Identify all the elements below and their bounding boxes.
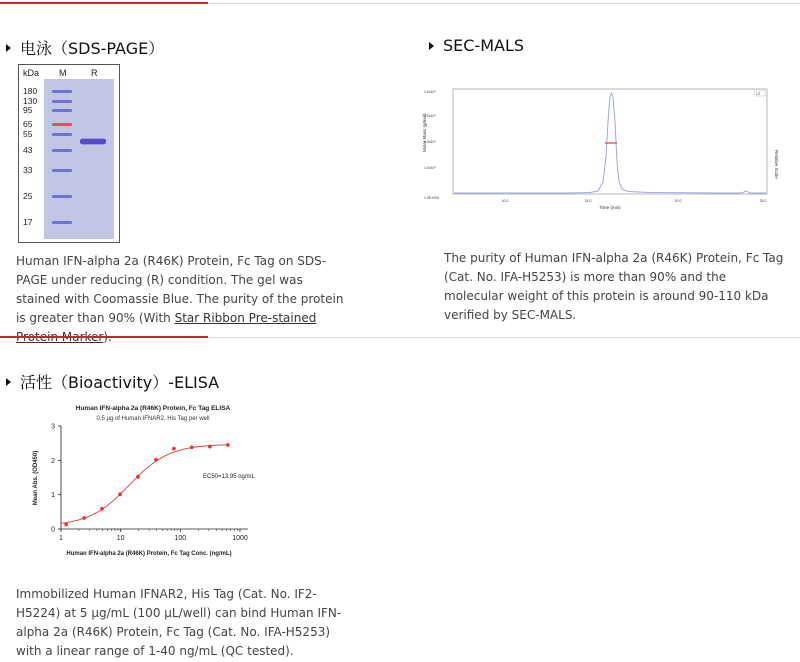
bioactivity-description: Immobilized Human IFNAR2, His Tag (Cat. No. IF2-H5224) at 5 μg/mL (100 μL/well) can bind Human IFN-alpha 2a (R46K) Protein, Fc Tag (Cat. No. IFA-H5253) with a linear range of 1-40 ng/mL (QC tested). (16, 587, 342, 658)
sec-mals-y2label: Relative Scale (774, 150, 779, 179)
elisa-data-point (82, 516, 86, 520)
sds-page-gel-image (18, 64, 120, 243)
gel-marker-band (52, 149, 72, 152)
gel-marker-label: 55 (23, 129, 33, 139)
sec-ytick-label: 1.0x10⁵ (424, 90, 436, 94)
gel-lane-m-label: M (59, 68, 67, 78)
sec-mals-legend-text: LS (756, 92, 761, 96)
sec-xtick-label: 15.0 (584, 199, 592, 203)
sec-mals-description: The purity of Human IFN-alpha 2a (R46K) Protein, Fc Tag (Cat. No. IFA-H5253) is more than 90% and the molecular weight of this protein is around 90-110 kDa verified by SEC-MALS. (444, 251, 784, 322)
sds-page-title (6, 36, 164, 59)
elisa-ytick-label: 2 (51, 457, 55, 465)
gel-kda-label: kDa (23, 68, 40, 78)
protein-marker-link[interactable]: Star Ribbon Pre-stained (174, 311, 317, 325)
gel-marker-label: 95 (23, 105, 33, 115)
gel-marker-label: 65 (23, 119, 33, 129)
elisa-ylabel: Mean Abs. (OD450) (33, 450, 39, 506)
gel-marker-band (52, 133, 72, 136)
section-divider (0, 337, 800, 338)
elisa-title: Human IFN-alpha 2a (R46K) Protein, Fc Tag ELISA (75, 405, 231, 412)
sds-page-description (16, 252, 346, 347)
sec-mals-ylabel: Molar Mass (g/mol) (422, 113, 427, 152)
elisa-xtick-label: 10 (116, 535, 125, 542)
elisa-ec50-annotation: EC50=13.95 ng/mL (203, 474, 255, 480)
sec-xtick-label: 25.0 (759, 199, 767, 203)
gel-marker-band (52, 169, 72, 172)
gel-marker-label: 180 (23, 86, 38, 96)
elisa-xlabel: Human IFN-alpha 2a (R46K) Protein, Fc Tag Conc. (ng/mL) (66, 551, 232, 557)
elisa-data-point (226, 443, 230, 447)
elisa-chart (25, 398, 285, 563)
bullet-triangle-icon (6, 44, 11, 52)
sds-page-desc-text: Human IFN-alpha 2a (R46K) Protein, Fc Tag on SDS-PAGE under reducing (R) condition. The gel was stained with Coomassie Blue. The purity of the protein is greater than 90% (With (16, 254, 344, 325)
elisa-data-point (136, 475, 140, 479)
gel-marker-label: 25 (23, 191, 33, 201)
elisa-xtick-label: 100 (174, 535, 187, 542)
bullet-triangle-icon (6, 378, 11, 386)
elisa-xtick-label: 1 (59, 535, 63, 542)
sec-mals-title (429, 36, 524, 55)
elisa-data-point (64, 523, 68, 527)
elisa-xtick-label: 1000 (232, 535, 248, 542)
gel-marker-band (52, 100, 72, 103)
sec-ybottom-label: 1.0E+004 (424, 196, 440, 200)
sec-ytick-label: 1.0x10⁵ (424, 114, 436, 118)
elisa-data-point (154, 458, 158, 462)
elisa-ytick-label: 3 (51, 423, 55, 431)
sec-mals-title-text: SEC-MALS (443, 36, 525, 55)
elisa-subtitle: 0.5 μg of Human IFNAR2, His Tag per well (96, 416, 210, 422)
elisa-data-point (208, 445, 212, 449)
top-rule (0, 0, 800, 5)
elisa-data-point (172, 447, 176, 451)
sec-xtick-label: 10.0 (501, 199, 509, 203)
gel-lane-r-label: R (91, 68, 98, 78)
sec-mals-plot-area (453, 89, 767, 194)
gel-marker-band (52, 195, 72, 198)
gel-marker-label: 17 (23, 217, 33, 227)
sec-ytick-label: 1.0x10⁵ (424, 166, 436, 170)
elisa-fit-curve (61, 445, 228, 524)
elisa-ytick-label: 1 (51, 492, 55, 500)
gel-marker-band (52, 109, 72, 112)
bioactivity-title (6, 370, 219, 393)
bullet-triangle-icon (429, 42, 434, 50)
sec-mals-chart (420, 82, 780, 212)
elisa-ytick-label: 0 (51, 526, 55, 534)
gel-marker-band (52, 221, 72, 224)
sds-page-title-text: 电泳（SDS-PAGE） (20, 39, 165, 58)
gel-marker-band (52, 123, 72, 126)
gel-marker-label: 43 (23, 145, 33, 155)
sec-xtick-label: 20.0 (674, 199, 682, 203)
sec-mals-xlabel: Time (min) (599, 205, 621, 210)
gel-marker-band (52, 90, 72, 93)
elisa-data-point (190, 445, 194, 449)
elisa-data-point (118, 492, 122, 496)
elisa-data-point (100, 507, 104, 511)
sec-ytick-label: 1.0x10⁵ (424, 140, 436, 144)
gel-marker-label: 130 (23, 96, 38, 106)
bioactivity-title-text: 活性（Bioactivity）-ELISA (20, 373, 220, 392)
gel-marker-label: 33 (23, 165, 33, 175)
